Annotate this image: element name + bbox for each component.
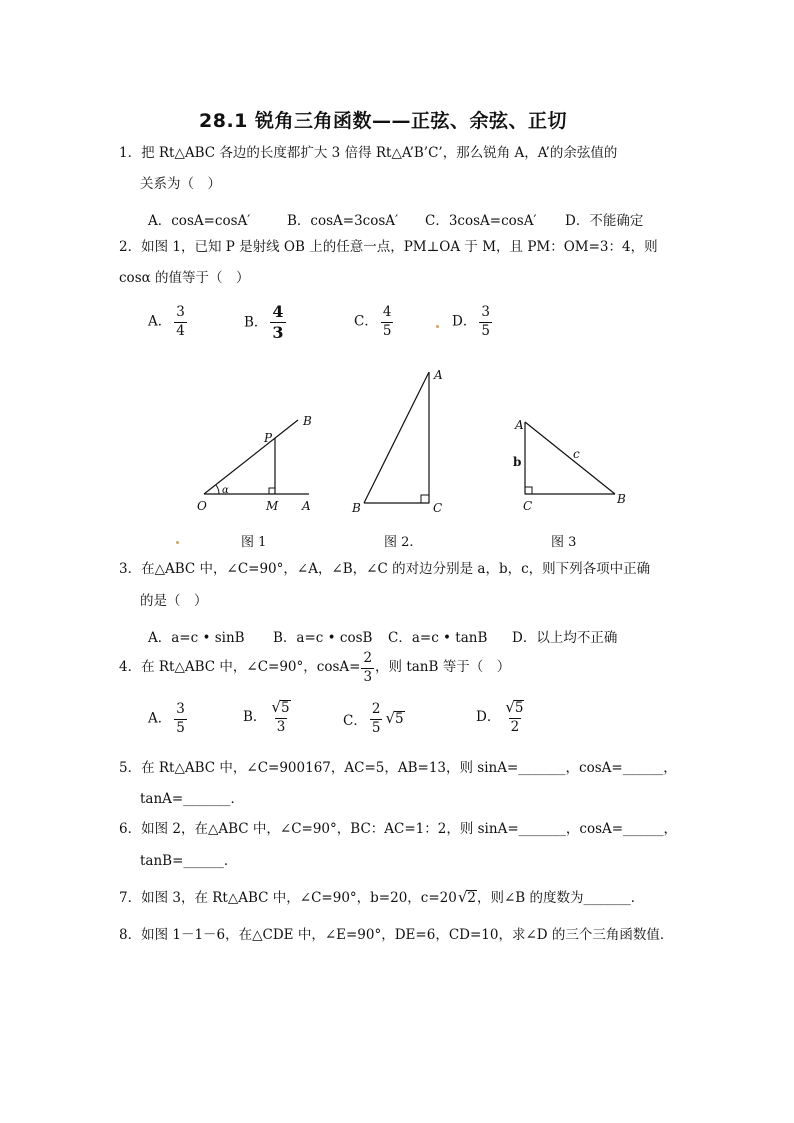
question-4-line: 4．在 Rt△ABC 中，∠C=90°，cosA= $\frac{2}{3}$ ，则 tanB 等于（ ） [119,650,511,685]
figure-2-caption: 图 2. [384,535,414,550]
question-1-option-d: D．不能确定 [565,213,644,229]
fraction: $\frac{3}{4}$ [176,304,185,339]
fraction: $\frac{2}{5}$ [371,701,381,736]
right-angle-mark [269,488,275,494]
question-3-option-c: C．a=c • tanB [388,630,488,646]
question-4-option-a: A． $\frac{3}{5}$ [148,701,185,736]
question-6-line-1: 6．如图 2，在△ABC 中，∠C=90°，BC：AC=1：2，则 sinA=_______，cosA=______， [119,821,678,837]
fraction: $\frac{3}{5}$ [481,304,490,339]
side-ab [525,422,615,494]
sqrt: √ 5 [505,698,524,716]
fraction: √ 5 3 [271,698,290,735]
question-2-line-1: 2．如图 1，已知 P 是射线 OB 上的任意一点，PM⊥OA 于 M，且 PM：OM=3：4，则 [119,239,658,255]
question-4-option-d: D． √ 5 2 [476,700,526,735]
label-c: C [523,499,533,513]
label-m: M [266,499,279,513]
label-b: B [352,501,361,515]
stray-dot [176,541,179,544]
question-3-option-a: A．a=c • sinB [148,630,245,646]
label-a: A [434,368,443,382]
question-1-option-c: C．3cosA=cosA′ [425,213,537,229]
fraction: $\frac{3}{5}$ [176,701,185,736]
right-angle-mark [525,487,532,494]
label-alpha: α [222,485,229,496]
fraction: $\frac{4}{5}$ [382,304,392,339]
question-3-option-b: B．a=c • cosB [273,630,373,646]
label-o: O [197,499,207,513]
fraction: $\frac{2}{3}$ [363,650,373,685]
label-p: P [264,431,273,445]
question-1-option-a: A．cosA=cosA′ [148,213,251,229]
question-2-option-b: B． $\frac{4}{3}$ [244,302,284,343]
label-b: B [303,414,312,428]
figure-1-caption: 图 1 [241,535,267,550]
question-4-option-c: C． $\frac{2}{5}$ √ 5 [343,701,404,736]
sqrt: √ 5 [385,708,404,727]
label-side-c: c [573,447,580,461]
label-side-b: b [513,455,522,469]
figure-3-diagram [505,412,635,517]
question-3-line-1: 3．在△ABC 中，∠C=90°，∠A，∠B，∠C 的对边分别是 a，b，c，则下列各项中正确 [119,561,651,577]
angle-arc [216,485,219,494]
sqrt: √ 2 [457,888,476,906]
figure-1-diagram [195,405,325,515]
side-ab [364,372,429,503]
question-2-option-d: D． $\frac{3}{5}$ [452,304,490,339]
question-3-line-2: 的是（ ） [140,593,208,609]
question-8-line-1: 8．如图 1－1－6，在△CDE 中，∠E=90°，DE=6，CD=10，求∠D 的三个三角函数值． [119,927,674,943]
question-2-option-c: C． $\frac{4}{5}$ [354,304,392,339]
fraction: $\frac{4}{3}$ [272,302,284,343]
stray-dot [436,325,439,328]
label-a: A [515,418,524,432]
label-c: C [433,501,443,515]
page-title: 28.1 锐角三角函数——正弦、余弦、正切 [199,110,567,132]
question-1-line-2: 关系为（ ） [140,176,221,192]
question-1-line-1: 1．把 Rt△ABC 各边的长度都扩大 3 倍得 Rt△A’B’C’，那么锐角 A，A’的余弦值的 [119,145,618,161]
label-b: B [617,492,626,506]
question-7-line: 7．如图 3，在 Rt△ABC 中，∠C=90°，b=20，c=20 √ 2 ，则∠B 的度数为_______． [119,888,645,906]
figure-2-diagram [345,362,455,517]
question-1-option-b: B．cosA=3cosA′ [287,213,399,229]
question-2-line-2: cosα 的值等于（ ） [119,270,250,286]
question-6-line-2: tanB=______． [140,853,238,869]
ray-ob [204,420,298,494]
question-4-option-b: B． √ 5 3 [243,700,293,735]
question-2-option-a: A． $\frac{3}{4}$ [148,304,185,339]
fraction: √ 5 2 [505,698,524,735]
right-angle-mark [421,495,429,503]
question-5-line-2: tanA=_______． [140,791,244,807]
question-5-line-1: 5．在 Rt△ABC 中，∠C=900167，AC=5，AB=13，则 sinA=_______，cosA=______， [119,760,677,776]
label-a: A [302,499,311,513]
question-3-option-d: D．以上均不正确 [512,630,618,646]
figure-3-caption: 图 3 [551,535,577,550]
sqrt: √ 5 [271,698,290,716]
